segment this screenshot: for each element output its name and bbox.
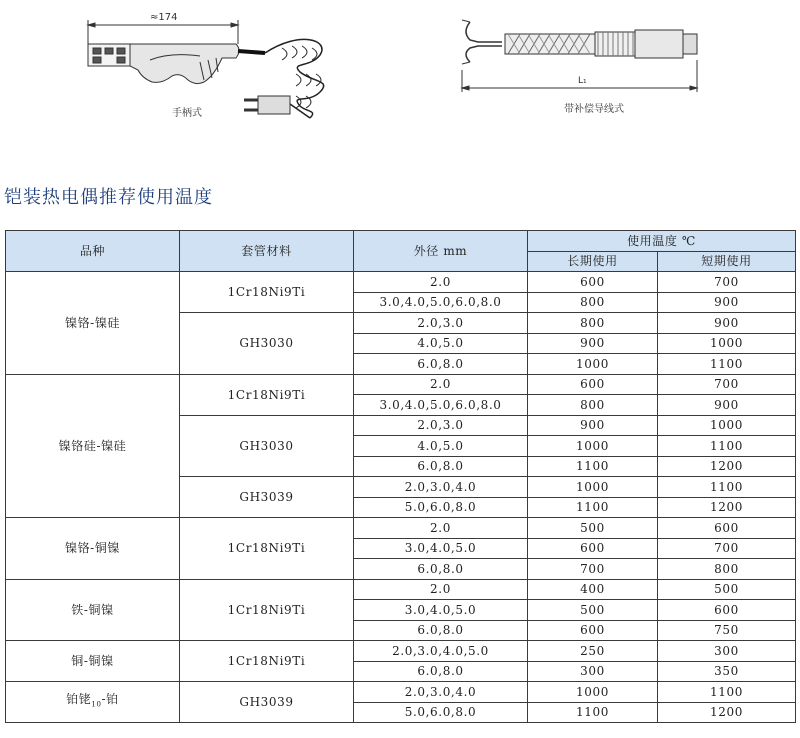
tube-material-cell: GH3039 xyxy=(180,682,354,723)
table-row xyxy=(6,518,796,539)
header-use-temperature: 使用温度 ℃ xyxy=(528,231,796,252)
long-term-temp-cell: 600 xyxy=(528,620,658,641)
short-term-temp-cell: 350 xyxy=(658,661,796,682)
long-term-temp-cell: 900 xyxy=(528,333,658,354)
diameter-cell: 5.0,6.0,8.0 xyxy=(354,497,528,518)
short-term-temp-cell: 1100 xyxy=(658,436,796,457)
short-term-temp-cell: 900 xyxy=(658,292,796,313)
tube-material-cell: GH3030 xyxy=(180,313,354,375)
table-row xyxy=(6,374,796,395)
diameter-cell: 2.0 xyxy=(354,579,528,600)
short-term-temp-cell: 900 xyxy=(658,395,796,416)
short-term-temp-cell: 1100 xyxy=(658,477,796,498)
long-term-temp-cell: 1000 xyxy=(528,354,658,375)
long-term-temp-cell: 400 xyxy=(528,579,658,600)
diameter-cell: 3.0,4.0,5.0,6.0,8.0 xyxy=(354,292,528,313)
short-term-temp-cell: 600 xyxy=(658,600,796,621)
product-illustrations xyxy=(0,0,800,150)
header-long-term: 长期使用 xyxy=(528,251,658,272)
variety-subscript: 10 xyxy=(91,700,102,709)
long-term-temp-cell: 1000 xyxy=(528,477,658,498)
short-term-temp-cell: 1200 xyxy=(658,497,796,518)
variety-cell xyxy=(6,518,180,580)
diameter-cell: 2.0 xyxy=(354,374,528,395)
long-term-temp-cell: 500 xyxy=(528,518,658,539)
variety-name: 铂铑 xyxy=(66,692,92,707)
handle-thermocouple-drawing xyxy=(88,20,324,118)
short-term-temp-cell: 1200 xyxy=(658,702,796,723)
table-row xyxy=(6,579,796,600)
diameter-cell: 6.0,8.0 xyxy=(354,354,528,375)
table-row xyxy=(6,641,796,662)
table-row xyxy=(6,682,796,703)
tube-material-cell: 1Cr18Ni9Ti xyxy=(180,518,354,580)
tube-material-cell: GH3039 xyxy=(180,477,354,518)
short-term-temp-cell: 700 xyxy=(658,272,796,293)
long-term-temp-cell: 250 xyxy=(528,641,658,662)
diameter-cell: 3.0,4.0,5.0 xyxy=(354,600,528,621)
long-term-temp-cell: 1100 xyxy=(528,497,658,518)
long-term-temp-cell: 500 xyxy=(528,600,658,621)
variety-cell xyxy=(6,374,180,518)
handle-caption: 手柄式 xyxy=(172,108,202,119)
long-term-temp-cell: 800 xyxy=(528,395,658,416)
table-row xyxy=(6,272,796,293)
short-term-temp-cell: 750 xyxy=(658,620,796,641)
short-term-temp-cell: 1100 xyxy=(658,682,796,703)
header-short-term: 短期使用 xyxy=(658,251,796,272)
variety-name: 铜-铜镍 xyxy=(71,654,114,668)
long-term-temp-cell: 1000 xyxy=(528,436,658,457)
header-tube-material: 套管材料 xyxy=(180,231,354,272)
variety-name: 镍铬硅-镍硅 xyxy=(58,438,127,453)
diameter-cell: 5.0,6.0,8.0 xyxy=(354,702,528,723)
variety-cell xyxy=(6,579,180,641)
diameter-cell: 6.0,8.0 xyxy=(354,620,528,641)
diameter-cell: 2.0 xyxy=(354,518,528,539)
long-term-temp-cell: 300 xyxy=(528,661,658,682)
tube-material-cell: 1Cr18Ni9Ti xyxy=(180,374,354,415)
tube-material-cell: 1Cr18Ni9Ti xyxy=(180,579,354,641)
tube-material-cell: GH3030 xyxy=(180,415,354,477)
variety-cell xyxy=(6,682,180,723)
long-term-temp-cell: 1000 xyxy=(528,682,658,703)
short-term-temp-cell: 600 xyxy=(658,518,796,539)
long-term-temp-cell: 700 xyxy=(528,559,658,580)
long-term-temp-cell: 600 xyxy=(528,538,658,559)
diameter-cell: 2.0,3.0,4.0 xyxy=(354,682,528,703)
short-term-temp-cell: 300 xyxy=(658,641,796,662)
section-title: 铠装热电偶推荐使用温度 xyxy=(4,187,213,208)
long-term-temp-cell: 1100 xyxy=(528,456,658,477)
temperature-table xyxy=(5,230,796,723)
long-term-temp-cell: 900 xyxy=(528,415,658,436)
table-body xyxy=(6,272,796,723)
diameter-cell: 2.0 xyxy=(354,272,528,293)
variety-cell xyxy=(6,272,180,375)
variety-name: 镍铬-镍硅 xyxy=(64,315,121,330)
header-outer-diameter: 外径 mm xyxy=(354,231,528,272)
header-variety: 品种 xyxy=(6,231,180,272)
diameter-cell: 2.0,3.0 xyxy=(354,415,528,436)
short-term-temp-cell: 1100 xyxy=(658,354,796,375)
variety-cell xyxy=(6,641,180,682)
diameter-cell: 4.0,5.0 xyxy=(354,436,528,457)
diameter-cell: 2.0,3.0 xyxy=(354,313,528,334)
diameter-cell: 6.0,8.0 xyxy=(354,559,528,580)
variety-name: 铁-铜镍 xyxy=(71,602,114,617)
diameter-cell: 3.0,4.0,5.0 xyxy=(354,538,528,559)
short-term-temp-cell: 700 xyxy=(658,538,796,559)
diameter-cell: 4.0,5.0 xyxy=(354,333,528,354)
diameter-cell: 6.0,8.0 xyxy=(354,661,528,682)
cable-length-label: L₁ xyxy=(578,76,587,86)
short-term-temp-cell: 1000 xyxy=(658,415,796,436)
table-header xyxy=(6,231,796,272)
short-term-temp-cell: 800 xyxy=(658,559,796,580)
short-term-temp-cell: 1000 xyxy=(658,333,796,354)
short-term-temp-cell: 700 xyxy=(658,374,796,395)
diameter-cell: 3.0,4.0,5.0,6.0,8.0 xyxy=(354,395,528,416)
diameter-cell: 6.0,8.0 xyxy=(354,456,528,477)
tube-material-cell: 1Cr18Ni9Ti xyxy=(180,641,354,682)
long-term-temp-cell: 800 xyxy=(528,313,658,334)
long-term-temp-cell: 600 xyxy=(528,272,658,293)
long-term-temp-cell: 1100 xyxy=(528,702,658,723)
short-term-temp-cell: 1200 xyxy=(658,456,796,477)
diameter-cell: 2.0,3.0,4.0,5.0 xyxy=(354,641,528,662)
short-term-temp-cell: 500 xyxy=(658,579,796,600)
diameter-cell: 2.0,3.0,4.0 xyxy=(354,477,528,498)
cable-caption: 带补偿导线式 xyxy=(564,104,624,115)
variety-suffix: -铂 xyxy=(101,692,119,707)
tube-material-cell: 1Cr18Ni9Ti xyxy=(180,272,354,313)
long-term-temp-cell: 800 xyxy=(528,292,658,313)
handle-dimension-label: ≈174 xyxy=(150,12,178,23)
short-term-temp-cell: 900 xyxy=(658,313,796,334)
long-term-temp-cell: 600 xyxy=(528,374,658,395)
variety-name: 镍铬-铜镍 xyxy=(64,541,121,556)
